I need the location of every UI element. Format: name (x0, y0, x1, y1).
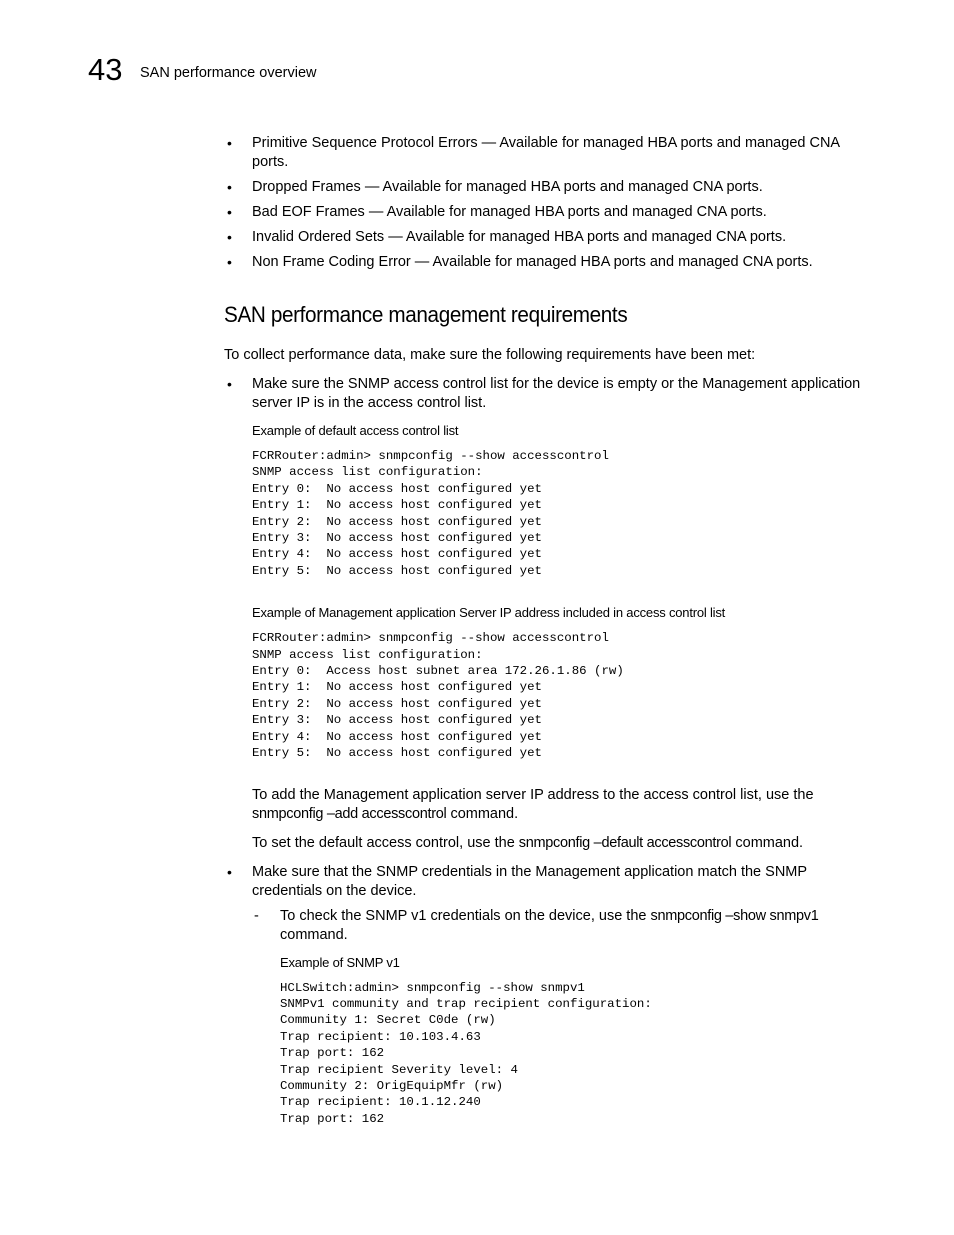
code-block: FCRRouter:admin> snmpconfig --show accesscontrol SNMP access list configuration: Entry 0: No access host configured yet Entry 1: No access host configured yet Entry 2: No access host configured yet Entry 3: No access host configured yet Entry 4: No access host configured yet Entry 5: No access host configured yet (252, 449, 609, 578)
list-item: • Primitive Sequence Protocol Errors — Available for managed HBA ports and managed CNA ports. (224, 134, 874, 172)
example-label: Example of Management application Server IP address included in access control list (252, 605, 726, 621)
section-heading: SAN performance management requirements (224, 302, 628, 327)
requirements-list (224, 375, 874, 1127)
sub-list-item (252, 907, 874, 1128)
command-text: snmpconfig –add accesscontrol (252, 805, 447, 822)
example-label: Example of SNMP v1 (280, 954, 400, 970)
counter-bullet-list (224, 134, 874, 272)
paragraph-text: To add the Management application server IP address to the access control list, use the (252, 786, 814, 803)
chapter-number: 43 (88, 52, 123, 87)
requirement-item-acl (224, 375, 874, 853)
requirement-text: • Make sure that the SNMP credentials in the Management application match the SNMP credentials on the device. (252, 863, 807, 899)
paragraph-text: command. (446, 805, 519, 822)
list-item: • Invalid Ordered Sets — Available for managed HBA ports and managed CNA ports. (224, 228, 874, 247)
command-text: snmpconfig –show snmpv1 (650, 907, 819, 924)
paragraph-text: command. (731, 834, 804, 851)
sub-item-text (280, 907, 874, 945)
chapter-title: SAN performance overview (140, 65, 317, 81)
command-text: snmpconfig –default accesscontrol (518, 834, 732, 851)
paragraph-text: To set the default access control, use the (252, 834, 519, 851)
add-acl-paragraph (252, 786, 874, 824)
code-block: FCRRouter:admin> snmpconfig --show accesscontrol SNMP access list configuration: Entry 0: Access host subnet area 172.26.1.86 (rw) Entry 1: No access host configured yet Entry 2: No access host configured yet Entry 3: No access host configured yet Entry 4: No access host configured yet Entry 5: No access host configured yet (252, 631, 624, 761)
code-block: HCLSwitch:admin> snmpconfig --show snmpv1 SNMPv1 community and trap recipient configuration: Community 1: Secret C0de (rw) Trap recipient: 10.103.4.63 Trap port: 162 Trap recipient Severity level: 4 Community 2: OrigEquipMfr (rw) Trap recipient: 10.1.12.240 Trap port: 162 (280, 980, 652, 1126)
list-item: • Dropped Frames — Available for managed HBA ports and managed CNA ports. (224, 178, 874, 197)
list-item: • Non Frame Coding Error — Available for managed HBA ports and managed CNA ports. (224, 253, 874, 272)
sub-list (252, 907, 874, 1128)
page-content (224, 134, 874, 1151)
paragraph-text: To check the SNMP v1 credentials on the device, use the (280, 907, 651, 924)
requirement-item-snmp (224, 863, 874, 1128)
list-item: • Bad EOF Frames — Available for managed HBA ports and managed CNA ports. (224, 203, 874, 222)
requirement-text: • Make sure the SNMP access control list for the device is empty or the Management application server IP is in the access control list. (252, 376, 861, 411)
section-intro: To collect performance data, make sure the following requirements have been met: (224, 347, 756, 363)
default-acl-paragraph (252, 834, 874, 853)
example-label: Example of default access control list (252, 423, 459, 438)
paragraph-text: command. (280, 926, 348, 943)
